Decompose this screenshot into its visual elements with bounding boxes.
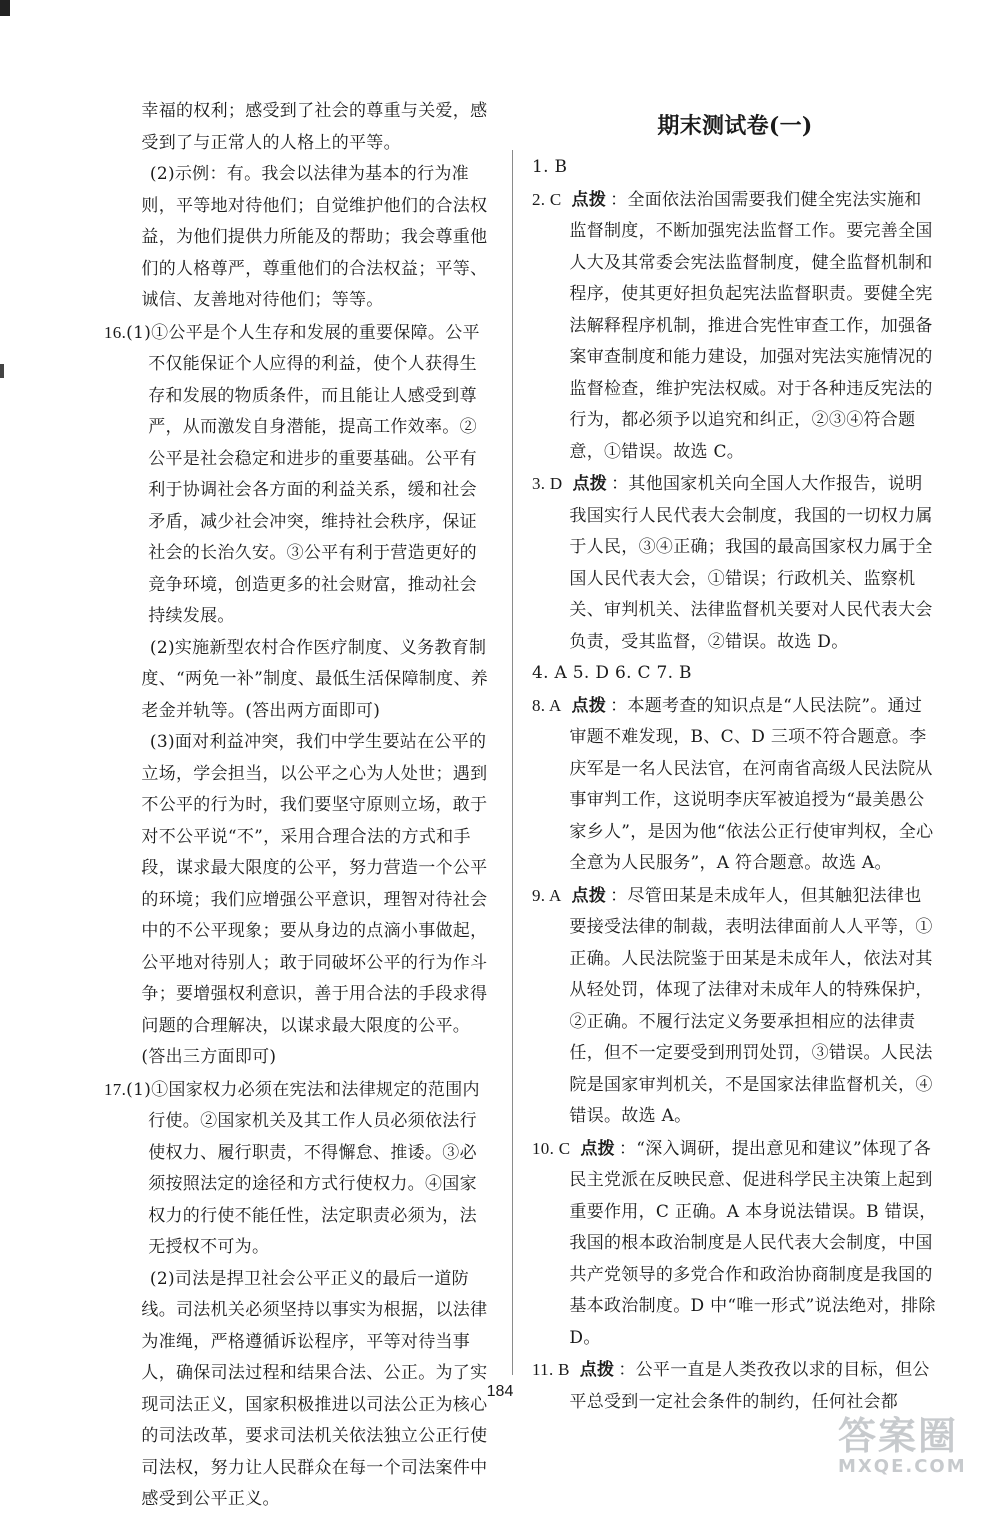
tip-label: 点拨: [571, 885, 607, 906]
question-number: 11. B: [532, 1360, 570, 1379]
answer-text: ：本题考查的知识点是“人民法院”。通过审题不难发现，B、C、D 三项不符合题意。李庆军是一名人民法官，在河南省高级人民法院从事审判工作，这说明李庆军被追授为“最美愚公家乡人”，是因为他“依法公正行使审判权，全心全意为人民服务”，A 符合题意。故选 A。: [569, 695, 934, 873]
tip-label: 点拨: [571, 189, 607, 210]
left-column: [104, 96, 494, 1516]
answer-text: ：其他国家机关向全国人大作报告，说明我国实行人民代表大会制度，我国的一切权力属于人民，③④正确；我国的最高国家权力属于全国人民代表大会，①错误；行政机关、监察机关、审判机关、法律监督机关要对人民代表大会负责，受其监督，②错误。故选 D。: [569, 474, 933, 652]
question-number: 3. D: [532, 474, 563, 493]
answer-8: [532, 690, 938, 880]
paragraph: (2)司法是捍卫社会公平正义的最后一道防线。司法机关必须坚持以事实为根据，以法律为准绳，严格遵循诉讼程序，平等对待当事人，确保司法过程和结果合法、公正。为了实现司法正义，国家积极推进以司法公正为核心的司法改革，要求司法机关依法独立公正行使司法权，努力让人民群众在每一个司法案件中感受到公平正义。: [141, 1268, 488, 1509]
watermark-url: MXQE.COM: [838, 1456, 967, 1477]
watermark-logo: [838, 1416, 978, 1486]
answer-2: [532, 184, 938, 469]
answer-text: ：“深入调研，提出意见和建议”体现了各民主党派在反映民意、促进科学民主决策上起到重要作用，C 正确。A 本身说法错误。B 错误，我国的根本政治制度是人民代表大会制度，中国共产党领导的多党合作和政治协商制度是我国的基本政治制度。D 中“唯一形式”说法绝对，排除 D。: [569, 1138, 937, 1348]
column-divider: [512, 150, 513, 1375]
section-title: 期末测试卷(一): [657, 113, 813, 139]
answer-text: ：全面依法治国需要我们健全宪法实施和监督制度，不断加强宪法监督工作。要完善全国人大及其常委会宪法监督制度，健全监督机制和程序，使其更好担负起宪法监督职责。要健全宪法解释程序机制，推进合宪性审查工作，加强备案审查制度和能力建设，加强对宪法实施情况的监督检查，维护宪法权威。对于各种违反宪法的行为，都必须予以追究和纠正，②③④符合题意，①错误。故选 C。: [569, 189, 933, 462]
question-number: 17.: [104, 1079, 127, 1099]
answer-3: [532, 468, 938, 658]
paragraph: 幸福的权利；感受到了社会的尊重与关爱，感受到了与正常人的人格上的平等。: [141, 101, 488, 153]
watermark-text: 答案圈: [838, 1414, 959, 1458]
answer-text: (1)①公平是个人生存和发展的重要保障。公平不仅能保证个人应得的利益，使个人获得生存和发展的物质条件，而且能让人感受到尊严，从而激发自身潜能，提高工作效率。②公平是社会稳定和进步的重要基础。公平有利于协调社会各方面的利益关系，缓和社会矛盾，减少社会冲突，维持社会秩序，保证社会的长治久安。③公平有利于营造更好的竞争环境，创造更多的社会财富，推动社会持续发展。: [126, 322, 480, 626]
scan-edge-mark: [0, 364, 4, 378]
tip-label: 点拨: [571, 695, 607, 716]
scan-edge-mark: [0, 0, 10, 16]
tip-label: 点拨: [580, 1138, 615, 1159]
tip-label: 点拨: [579, 1360, 615, 1380]
page-number: 184: [486, 1383, 514, 1400]
question-number: 16.: [104, 322, 127, 342]
question-number: 2. C: [532, 189, 562, 209]
answer-16: [104, 317, 494, 633]
answer-text: ：公平一直是人类孜孜以求的目标，但公平总受到一定社会条件的制约，任何社会都: [569, 1360, 930, 1412]
answer-1: 1. B: [532, 157, 568, 177]
paragraph: (3)面对利益冲突，我们中学生要站在公平的立场，学会担当，以公平之心为人处世；遇到不公平的行为时，我们要坚守原则立场，敢于对不公平说“不”，采用合理合法的方式和手段，谋求最大限度的公平，努力营造一个公平的环境；我们应增强公平意识，理智对待社会中的不公平现象；要从身边的点滴小事做起，公平地对待别人；敢于同破坏公平的行为作斗争；要增强权利意识，善于用合法的手段求得问题的合理解决，以谋求最大限度的公平。(答出三方面即可): [141, 732, 488, 1067]
answer-17: [104, 1074, 494, 1264]
paragraph: (2)示例：有。我会以法律为基本的行为准则，平等地对待他们；自觉维护他们的合法权益，为他们提供力所能及的帮助；我会尊重他们的人格尊严，尊重他们的合法权益；平等、诚信、友善地对待他们；等等。: [141, 164, 488, 310]
question-number: 10. C: [532, 1138, 571, 1158]
question-number: 9. A: [532, 885, 562, 905]
tip-label: 点拨: [572, 474, 608, 494]
right-column: [532, 96, 938, 1418]
answers-4-7: 4. A 5. D 6. C 7. B: [532, 663, 692, 683]
answer-text: ：尽管田某是未成年人，但其触犯法律也要接受法律的制裁，表明法律面前人人平等，①正确。人民法院鉴于田某是未成年人，依法对其从轻处罚，体现了法律对未成年人的特殊保护，②正确。不履行法定义务要承担相应的法律责任，但不一定要受到刑罚处罚，③错误。人民法院是国家审判机关，不是国家法律监督机关，④错误。故选 A。: [569, 885, 933, 1126]
paragraph: (2)实施新型农村合作医疗制度、义务教育制度、“两免一补”制度、最低生活保障制度、养老金并轨等。(答出两方面即可): [141, 637, 489, 721]
answer-text: (1)①国家权力必须在宪法和法律规定的范围内行使。②国家机关及其工作人员必须依法行使权力、履行职责，不得懈怠、推诿。③必须按照法定的途径和方式行使权力。④国家权力的行使不能任性，法定职责必须为，法无授权不可为。: [126, 1079, 480, 1257]
answer-10: [532, 1133, 938, 1355]
answer-9: [532, 880, 938, 1133]
question-number: 8. A: [532, 695, 562, 715]
